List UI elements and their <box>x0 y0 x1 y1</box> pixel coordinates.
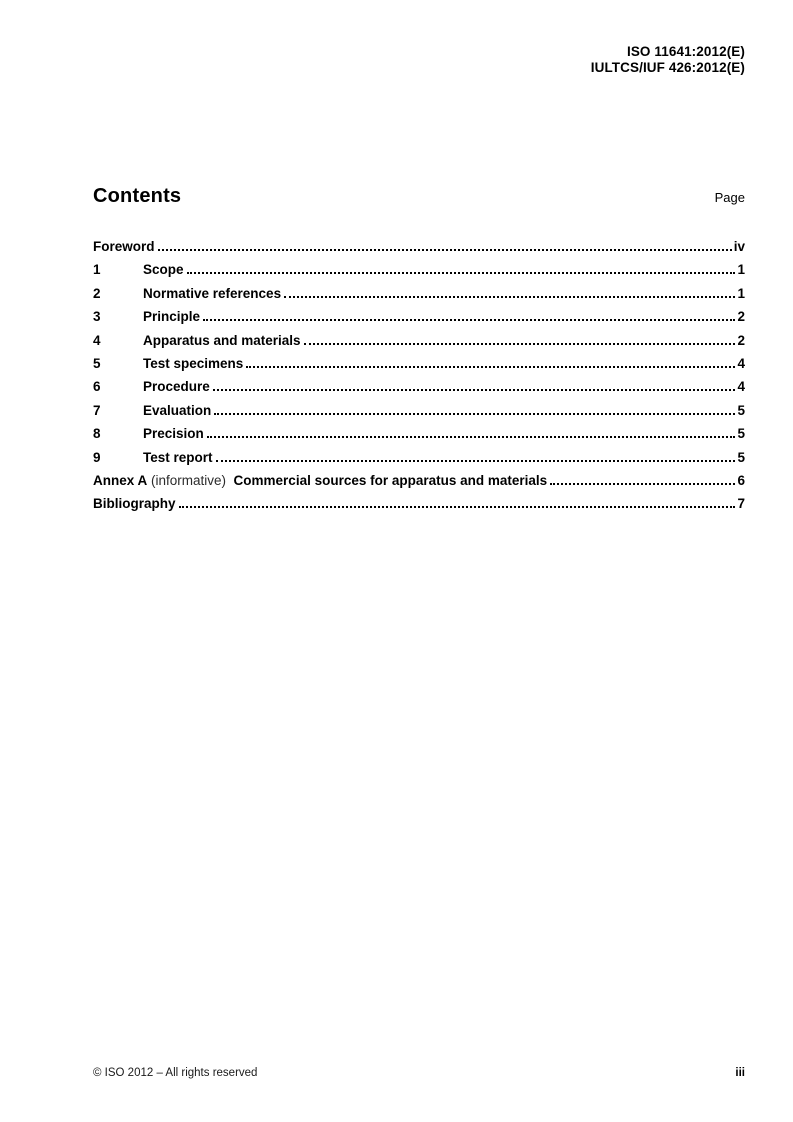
toc-entry-title: Test specimens <box>143 355 244 371</box>
toc-entry <box>93 258 745 281</box>
toc-entry-number: 2 <box>93 285 101 301</box>
dot-leader <box>213 389 736 391</box>
toc-entry-number: 5 <box>93 355 101 371</box>
toc-entry <box>93 352 745 375</box>
toc-entry <box>93 492 745 515</box>
toc-entry-title: Principle <box>143 309 201 325</box>
toc-entry-title: Procedure <box>143 379 210 395</box>
dot-leader <box>304 343 736 345</box>
toc-entry-title: Test report <box>143 449 213 465</box>
toc-entry-title: Commercial sources for apparatus and materials <box>233 472 548 488</box>
dot-leader <box>284 296 735 298</box>
toc-entry-page: 4 <box>737 379 745 395</box>
toc-entry-page: 6 <box>737 472 745 488</box>
standard-ref-iultcs: IULTCS/IUF 426:2012(E) <box>590 60 745 75</box>
dot-leader <box>216 460 736 462</box>
toc-entry <box>93 282 745 305</box>
dot-leader <box>207 436 736 438</box>
toc-entry-number: 8 <box>93 426 101 442</box>
toc-entry-title: (informative) <box>147 472 234 488</box>
toc-entry <box>93 446 745 469</box>
dot-leader <box>179 506 736 508</box>
toc-entry-page: iv <box>733 239 745 254</box>
dot-leader <box>158 249 732 251</box>
toc-entry-page: 5 <box>737 426 745 442</box>
toc-entry-title: Bibliography <box>93 496 176 512</box>
toc-entry-title: Normative references <box>143 285 282 301</box>
toc-entry-number: 7 <box>93 402 101 418</box>
dot-leader <box>187 272 736 274</box>
toc-entry-number: 9 <box>93 449 101 465</box>
page-footer <box>93 1065 745 1081</box>
toc-entry <box>93 399 745 422</box>
toc-entry <box>93 329 745 352</box>
toc-entry-number: 6 <box>93 379 101 395</box>
dot-leader <box>203 319 735 321</box>
toc-entry-page: 1 <box>737 262 745 278</box>
contents-heading-row <box>93 185 745 208</box>
toc-entry-number: 3 <box>93 309 101 325</box>
dot-leader <box>550 483 735 485</box>
toc-entry-title: Apparatus and materials <box>143 332 301 348</box>
toc-entry-page: 5 <box>737 402 745 418</box>
toc-entry <box>93 422 745 445</box>
standard-ref-iso: ISO 11641:2012(E) <box>626 44 745 59</box>
toc-entry <box>93 305 745 328</box>
toc-entry-page: 5 <box>737 449 745 465</box>
toc-list <box>93 235 745 516</box>
toc-entry-title: Scope <box>143 262 184 278</box>
toc-entry-page: 2 <box>737 332 745 348</box>
toc-entry-title: Precision <box>143 426 204 442</box>
page-number: iii <box>735 1067 745 1079</box>
contents-title: Contents <box>93 185 182 207</box>
page-column-label: Page <box>714 190 745 205</box>
toc-entry-title: Evaluation <box>143 402 212 418</box>
toc-entry-title: Annex A <box>93 472 148 488</box>
toc-entry-number: 4 <box>93 332 101 348</box>
toc-entry <box>93 469 745 492</box>
toc-entry-title: Foreword <box>93 239 155 254</box>
dot-leader <box>214 413 735 415</box>
copyright-notice: © ISO 2012 – All rights reserved <box>93 1067 258 1079</box>
dot-leader <box>246 366 735 368</box>
toc-entry <box>93 375 745 398</box>
toc-entry-number: 1 <box>93 262 101 278</box>
document-reference-header <box>591 44 745 76</box>
toc-entry-page: 1 <box>737 285 745 301</box>
toc-entry-page: 4 <box>737 355 745 371</box>
toc-entry-page: 2 <box>737 309 745 325</box>
toc-entry <box>93 235 745 258</box>
toc-entry-page: 7 <box>737 496 745 512</box>
